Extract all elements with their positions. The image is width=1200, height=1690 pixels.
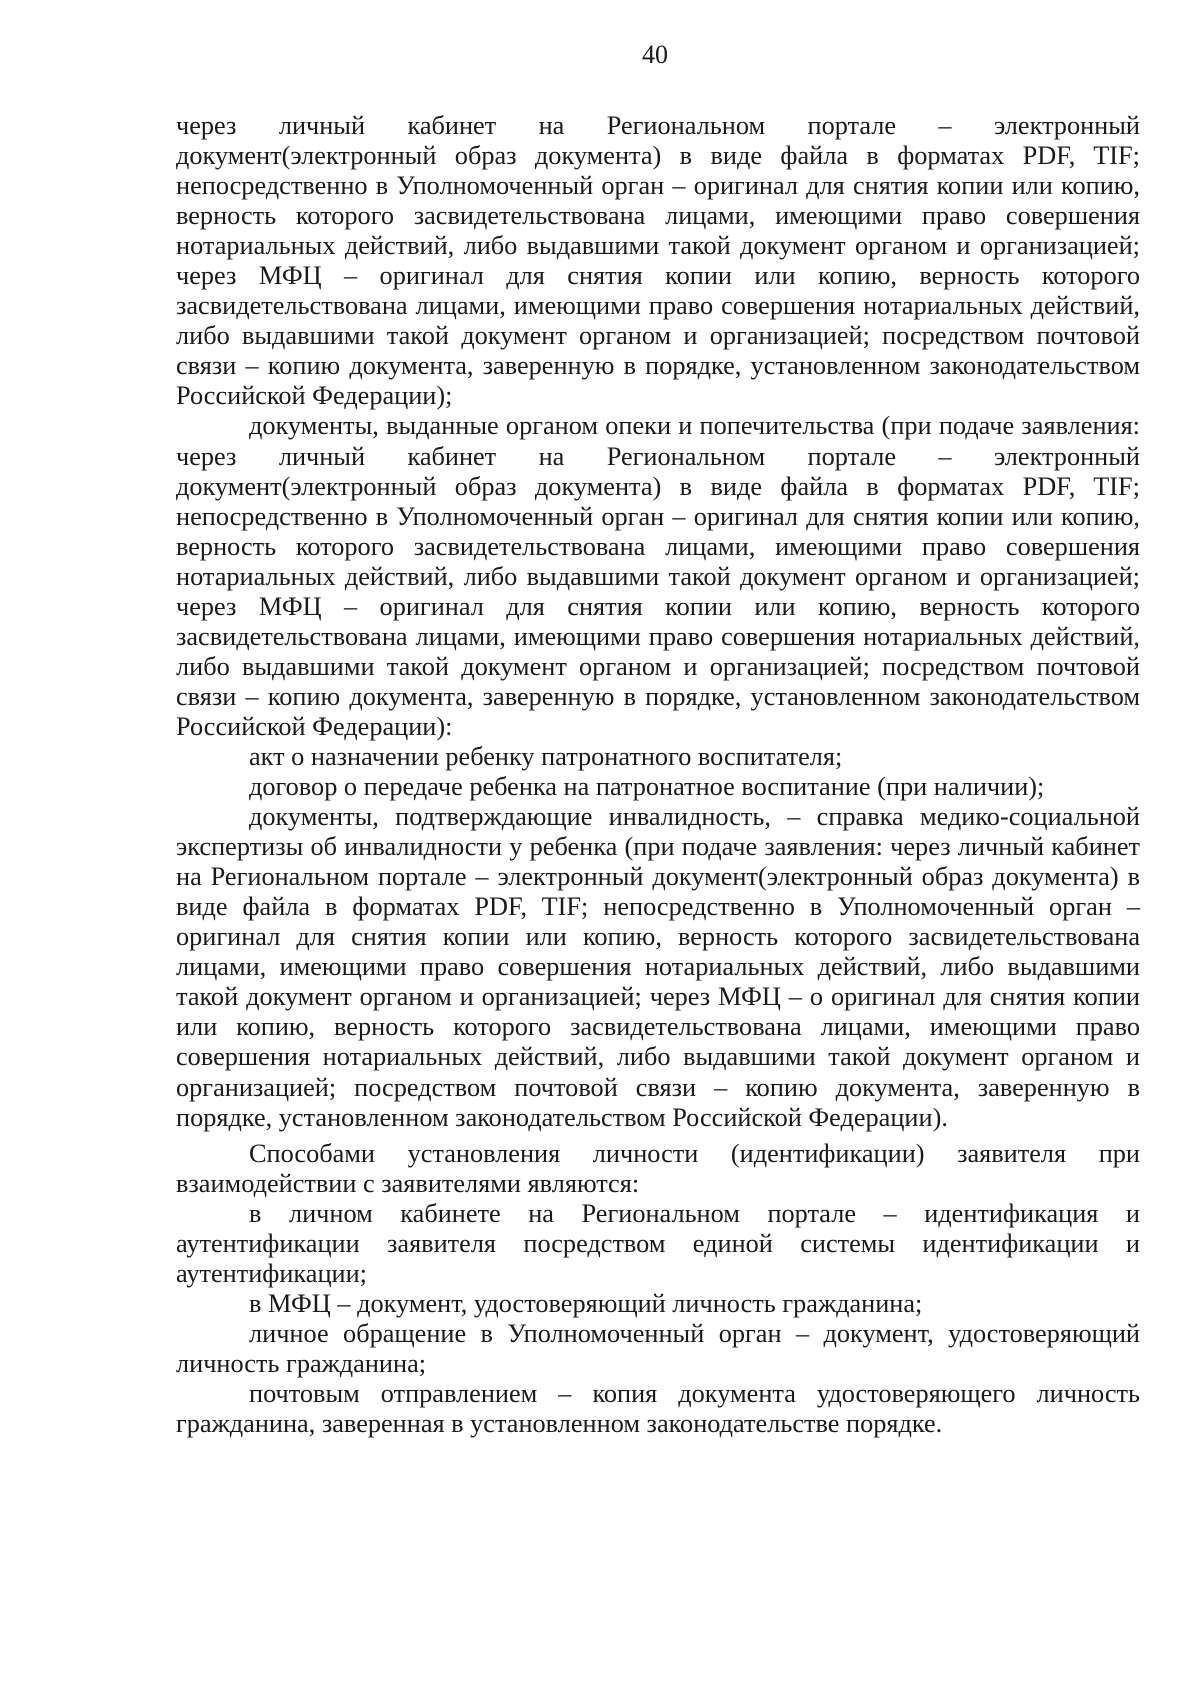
paragraph-personal-visit: личное обращение в Уполномоченный орган – документ, удостоверяющий личность гражданина; xyxy=(176,1318,1140,1378)
page-number: 40 xyxy=(642,40,668,69)
paragraph-continuation: через личный кабинет на Региональном портале – электронный документ(электронный образ документа) в виде файла в форматах PDF, TIF; непосредственно в Уполномоченный орган – оригинал для снятия копии или копию, верность которого засвидетельствована лицами, имеющими право совершения нотариальных действий, либо выдавшими такой документ органом и организацией; через МФЦ – оригинал для снятия копии или копию, верность которого засвидетельствована лицами, имеющими право совершения нотариальных действий, либо выдавшими такой документ органом и организацией; посредством почтовой связи – копию документа, заверенную в порядке, установленном законодательством Российской Федерации); xyxy=(176,111,1140,411)
paragraph-mfc: в МФЦ – документ, удостоверяющий личность гражданина; xyxy=(249,1288,923,1318)
paragraph-postal: почтовым отправлением – копия документа удостоверяющего личность гражданина, заверенная в установленном законодательстве порядке. xyxy=(176,1378,1140,1439)
paragraph-regional-portal: в личном кабинете на Региональном портале – идентификация и аутентификации заявителя посредством единой системы идентификации и аутентификации; xyxy=(176,1198,1140,1288)
paragraph-foster-act: акт о назначении ребенку патронатного воспитателя; xyxy=(249,741,843,771)
paragraph-foster-agreement: договор о передаче ребенка на патронатное воспитание (при наличии); xyxy=(249,772,1045,802)
paragraph-identification-methods: Способами установления личности (идентификации) заявителя при взаимодействии с заявителями являются: xyxy=(176,1138,1140,1198)
paragraph-disability-documents: документы, подтверждающие инвалидность, – справка медико-социальной экспертизы об инвалидности у ребенка (при подаче заявления: через личный кабинет на Региональном портале – электронный документ(электронный образ документа) в виде файла в форматах PDF, TIF; непосредственно в Уполномоченный орган – оригинал для снятия копии или копию, верность которого засвидетельствована лицами, имеющими право совершения нотариальных действий, либо выдавшими такой документ органом и организацией; через МФЦ – о оригинал для снятия копии или копию, верность которого засвидетельствована лицами, имеющими право совершения нотариальных действий, либо выдавшими такой документ органом и организацией; посредством почтовой связи – копию документа, заверенную в порядке, установленном законодательством Российской Федерации). xyxy=(176,802,1140,1132)
document-body xyxy=(176,111,1140,1439)
paragraph-guardianship-documents: документы, выданные органом опеки и попечительства (при подаче заявления: через личный кабинет на Региональном портале – электронный документ(электронный образ документа) в виде файла в форматах PDF, TIF; непосредственно в Уполномоченный орган – оригинал для снятия копии или копию, верность которого засвидетельствована лицами, имеющими право совершения нотариальных действий, либо выдавшими такой документ органом и организацией; через МФЦ – оригинал для снятия копии или копию, верность которого засвидетельствована лицами, имеющими право совершения нотариальных действий, либо выдавшими такой документ органом и организацией; посредством почтовой связи – копию документа, заверенную в порядке, установленном законодательством Российской Федерации): xyxy=(176,411,1140,741)
